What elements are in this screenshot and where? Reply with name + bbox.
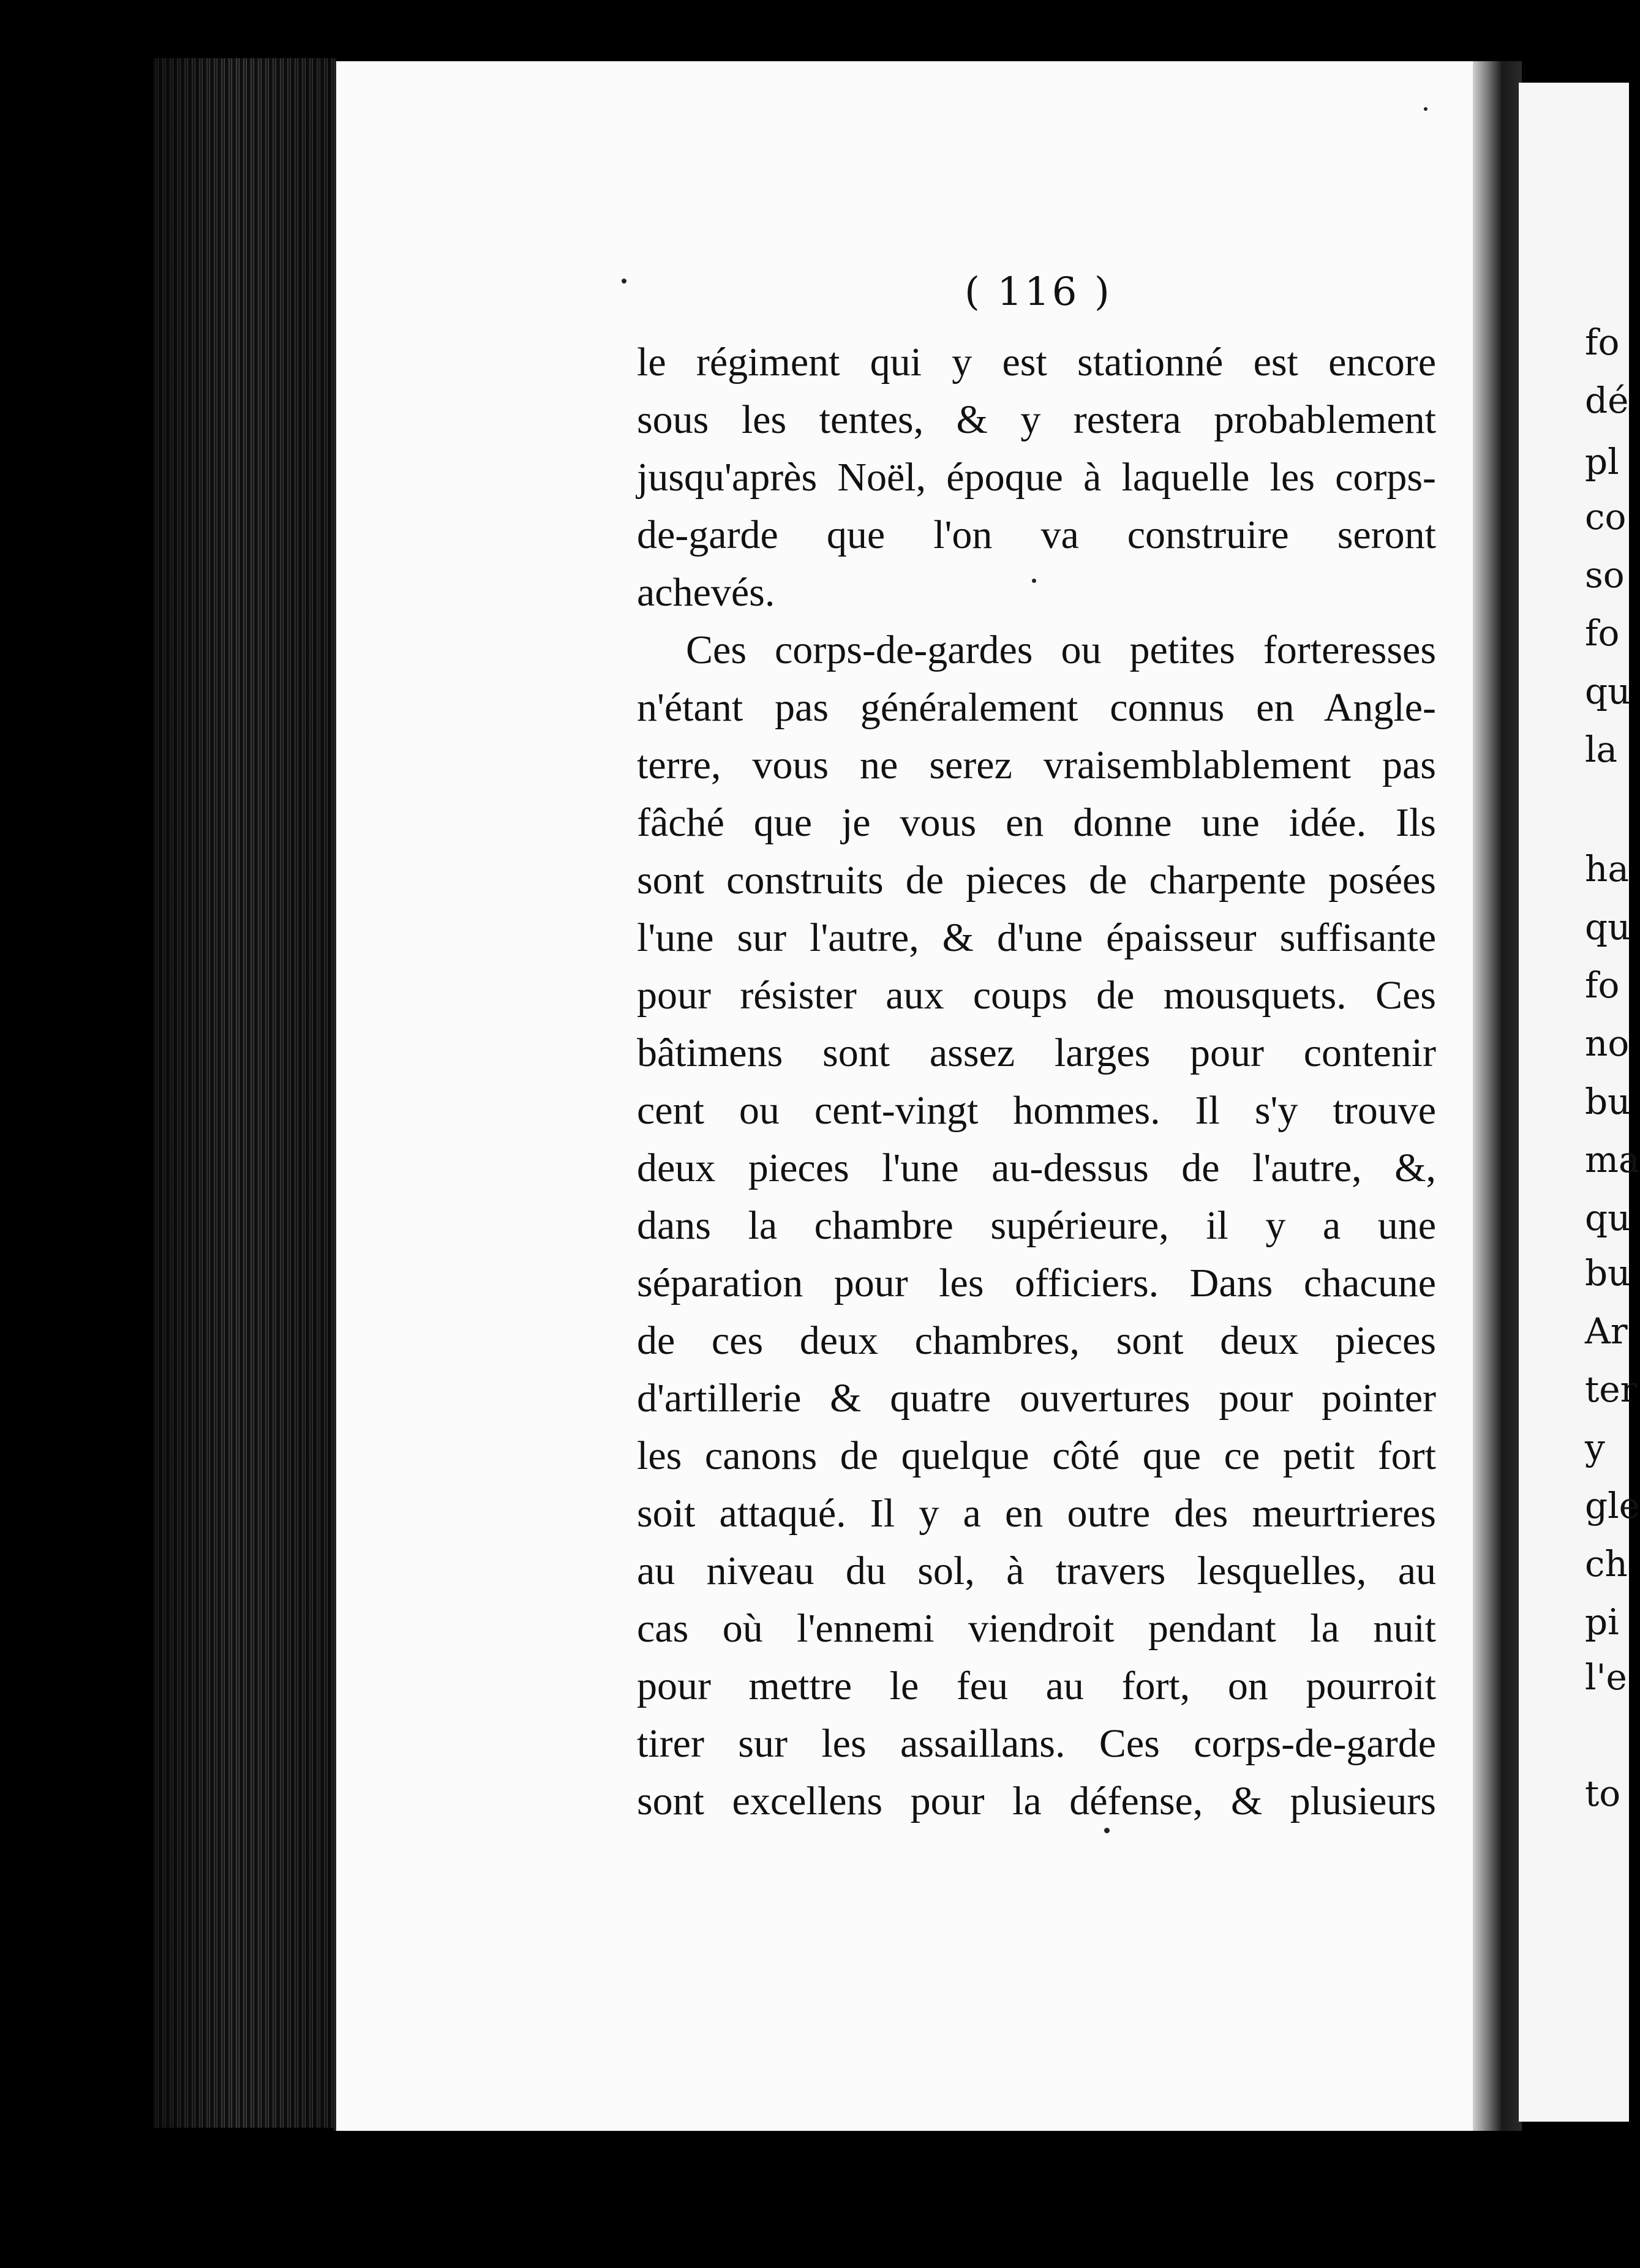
facing-line: co — [1585, 496, 1627, 538]
facing-line: ter — [1585, 1369, 1638, 1410]
text-line: Ces corps-de-gardes ou petites forteresses — [686, 628, 1436, 672]
scan-speck — [1104, 1828, 1110, 1833]
text-line: soit attaqué. Il y a en outre des meurtrieres — [637, 1491, 1436, 1536]
book-gutter — [1473, 61, 1522, 2131]
facing-line: gle — [1585, 1485, 1640, 1526]
text-line: d'artillerie & quatre ouvertures pour pointer — [637, 1376, 1436, 1421]
body-text — [637, 334, 1436, 1830]
text-line: jusqu'après Noël, époque à laquelle les corps- — [637, 455, 1436, 500]
text-line: sous les tentes, & y restera probablement — [637, 397, 1436, 442]
facing-line: la — [1585, 729, 1618, 770]
text-line: pour mettre le feu au fort, on pourroit — [637, 1664, 1436, 1708]
text-line: terre, vous ne serez vraisemblablement pas — [637, 743, 1436, 787]
scan-speck — [622, 279, 626, 284]
text-line: n'étant pas généralement connus en Angle- — [637, 685, 1436, 730]
text-line: de ces deux chambres, sont deux pieces — [637, 1318, 1436, 1363]
facing-line: l'e — [1585, 1656, 1627, 1698]
scan-speck — [1032, 579, 1036, 583]
facing-line: bu — [1585, 1252, 1631, 1294]
facing-line: qu — [1585, 906, 1631, 948]
text-line: sont excellens pour la défense, & plusieurs — [637, 1779, 1436, 1823]
text-line: de-garde que l'on va construire seront — [637, 513, 1436, 557]
text-line: pour résister aux coups de mousquets. Ces — [637, 973, 1436, 1018]
facing-line: bu — [1585, 1081, 1631, 1122]
facing-line: ma — [1585, 1139, 1640, 1181]
text-line: cent ou cent-vingt hommes. Il s'y trouve — [637, 1088, 1436, 1133]
facing-line: fo — [1585, 964, 1620, 1006]
text-line: séparation pour les officiers. Dans chacune — [637, 1261, 1436, 1305]
text-line: l'une sur l'autre, & d'une épaisseur suffisante — [637, 915, 1436, 960]
text-line: bâtimens sont assez larges pour contenir — [637, 1031, 1436, 1075]
facing-line: pl — [1585, 441, 1619, 483]
facing-line: pi — [1585, 1601, 1619, 1643]
facing-line: fo — [1585, 612, 1620, 654]
text-line: cas où l'ennemi viendroit pendant la nuit — [637, 1606, 1436, 1651]
facing-line: fo — [1585, 321, 1620, 363]
text-line: sont construits de pieces de charpente posées — [637, 858, 1436, 903]
text-line: tirer sur les assaillans. Ces corps-de-garde — [637, 1721, 1436, 1766]
text-line: le régiment qui y est stationné est encore — [637, 340, 1436, 385]
facing-line: Ar — [1585, 1310, 1628, 1352]
facing-line: so — [1585, 554, 1625, 596]
facing-page — [1519, 83, 1640, 2122]
facing-line: dé — [1585, 380, 1629, 421]
page-edges — [153, 58, 337, 2128]
facing-line: no — [1585, 1023, 1630, 1064]
facing-line: y — [1585, 1427, 1605, 1468]
scan-speck — [1424, 107, 1427, 111]
facing-line: qu — [1585, 1197, 1631, 1239]
text-line: deux pieces l'une au-dessus de l'autre, &, — [637, 1146, 1436, 1190]
text-line: les canons de quelque côté que ce petit fort — [637, 1433, 1436, 1478]
text-line: fâché que je vous en donne une idée. Ils — [637, 800, 1436, 845]
facing-line: ch — [1585, 1543, 1628, 1585]
text-line: achevés. — [637, 570, 775, 615]
facing-line: to — [1585, 1773, 1621, 1814]
text-line: au niveau du sol, à travers lesquelles, au — [637, 1549, 1436, 1593]
facing-line: ha — [1585, 848, 1629, 890]
text-line: dans la chambre supérieure, il y a une — [637, 1203, 1436, 1248]
facing-line: qu — [1585, 670, 1631, 712]
page-number: ( 116 ) — [965, 269, 1112, 315]
